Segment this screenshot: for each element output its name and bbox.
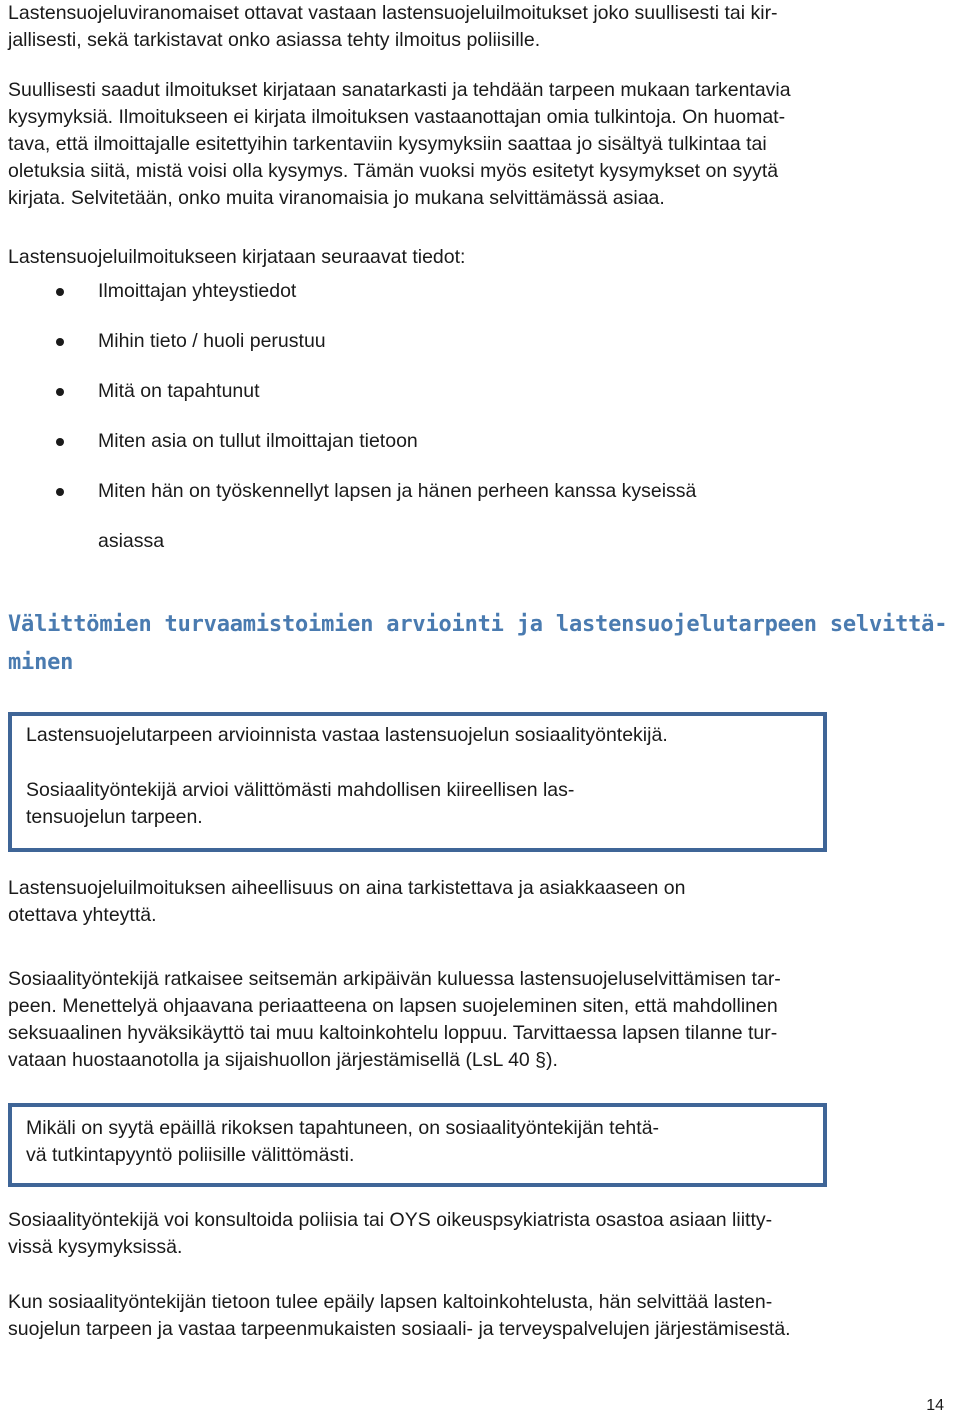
heading-line: Välittömien turvaamistoimien arviointi ja lastensuojelutarpeen selvittä- <box>8 612 948 637</box>
report-contents-intro: Lastensuojeluilmoitukseen kirjataan seuraavat tiedot: <box>8 246 466 268</box>
text-line: Lastensuojeluilmoituksen aiheellisuus on aina tarkistettava ja asiakkaaseen on <box>8 877 686 899</box>
bullet-icon <box>56 388 64 396</box>
arrangement-paragraph <box>8 1289 956 1343</box>
text-line: vissä kysymyksissä. <box>8 1236 183 1258</box>
list-item <box>0 278 960 328</box>
list-item-text: Mitä on tapahtunut <box>98 380 260 402</box>
text-line: Lastensuojeluviranomaiset ottavat vastaan lastensuojeluilmoitukset joko suullisesti tai kir- <box>8 2 778 24</box>
text-line: suojelun tarpeen ja vastaa tarpeenmukaisten sosiaali- ja terveyspalvelujen järjestämisestä. <box>8 1318 791 1340</box>
text-line: kirjata. Selvitetään, onko muita viranomaisia jo mukana selvittämässä asiaa. <box>8 187 665 209</box>
list-item-text: Miten hän on työskennellyt lapsen ja hänen perheen kanssa kyseissä <box>98 480 697 502</box>
page-number: 14 <box>926 1397 944 1414</box>
bullet-icon <box>56 438 64 446</box>
box-paragraph <box>26 722 960 749</box>
oral-reports-paragraph <box>8 77 956 212</box>
text-line: Suullisesti saadut ilmoitukset kirjataan sanatarkasti ja tehdään tarpeen mukaan tarkentavia <box>8 79 791 101</box>
text-line: Kun sosiaalityöntekijän tietoon tulee epäily lapsen kaltoinkohtelusta, hän selvittää lasten- <box>8 1291 773 1313</box>
list-item-text: Mihin tieto / huoli perustuu <box>98 330 326 352</box>
text-line: Lastensuojelutarpeen arvioinnista vastaa lastensuojelun sosiaalityöntekijä. <box>26 724 668 746</box>
investigation-paragraph <box>8 966 956 1074</box>
list-item <box>0 378 960 428</box>
crime-report-box <box>8 1103 827 1187</box>
list-item <box>0 428 960 478</box>
text-line: vataan huostaanotolla ja sijaishuollon järjestämisellä (LsL 40 §). <box>8 1049 558 1071</box>
heading-line: minen <box>8 650 74 675</box>
list-item <box>0 328 960 378</box>
text-line: vä tutkintapyyntö poliisille välittömästi. <box>26 1144 355 1166</box>
text-line: seksuaalinen hyväksikäyttö tai muu kaltoinkohtelu loppuu. Tarvittaessa lapsen tilanne tur- <box>8 1022 778 1044</box>
text-line: tensuojelun tarpeen. <box>26 806 203 828</box>
box-paragraph <box>26 777 960 831</box>
section-heading <box>8 606 947 682</box>
consultation-paragraph <box>8 1207 956 1261</box>
responsibility-box <box>8 712 827 852</box>
report-contents-list <box>0 278 960 552</box>
bullet-icon <box>56 488 64 496</box>
bullet-icon <box>56 288 64 296</box>
text-line: Mikäli on syytä epäillä rikoksen tapahtuneen, on sosiaalityöntekijän tehtä- <box>26 1117 660 1139</box>
text-line: peen. Menettelyä ohjaavana periaatteena on lapsen suojeleminen siten, että mahdollinen <box>8 995 778 1017</box>
text-line: jallisesti, sekä tarkistavat onko asiassa tehty ilmoitus poliisille. <box>8 29 541 51</box>
text-line: Sosiaalityöntekijä arvioi välittömästi mahdollisen kiireellisen las- <box>26 779 575 801</box>
bullet-icon <box>56 338 64 346</box>
intro-paragraph <box>8 0 956 54</box>
list-item-text: Ilmoittajan yhteystiedot <box>98 280 297 302</box>
text-line: tava, että ilmoittajalle esitettyihin tarkentaviin kysymyksiin saattaa jo sisältyä tulkintaa tai <box>8 133 767 155</box>
list-item <box>0 478 960 552</box>
justification-paragraph <box>8 875 956 929</box>
text-line: otettava yhteyttä. <box>8 904 157 926</box>
text-line: Sosiaalityöntekijä ratkaisee seitsemän arkipäivän kuluessa lastensuojeluselvittämisen tar- <box>8 968 781 990</box>
list-item-text: Miten asia on tullut ilmoittajan tietoon <box>98 430 418 452</box>
box-paragraph <box>26 1115 960 1169</box>
text-line: Sosiaalityöntekijä voi konsultoida poliisia tai OYS oikeuspsykiatrista osastoa asiaan liitty- <box>8 1209 773 1231</box>
text-line: oletuksia siitä, mistä voisi olla kysymys. Tämän vuoksi myös esitetyt kysymykset on syytä <box>8 160 779 182</box>
list-item-continuation: asiassa <box>98 530 165 552</box>
text-line: kysymyksiä. Ilmoitukseen ei kirjata ilmoituksen vastaanottajan omia tulkintoja. On huomat- <box>8 106 786 128</box>
